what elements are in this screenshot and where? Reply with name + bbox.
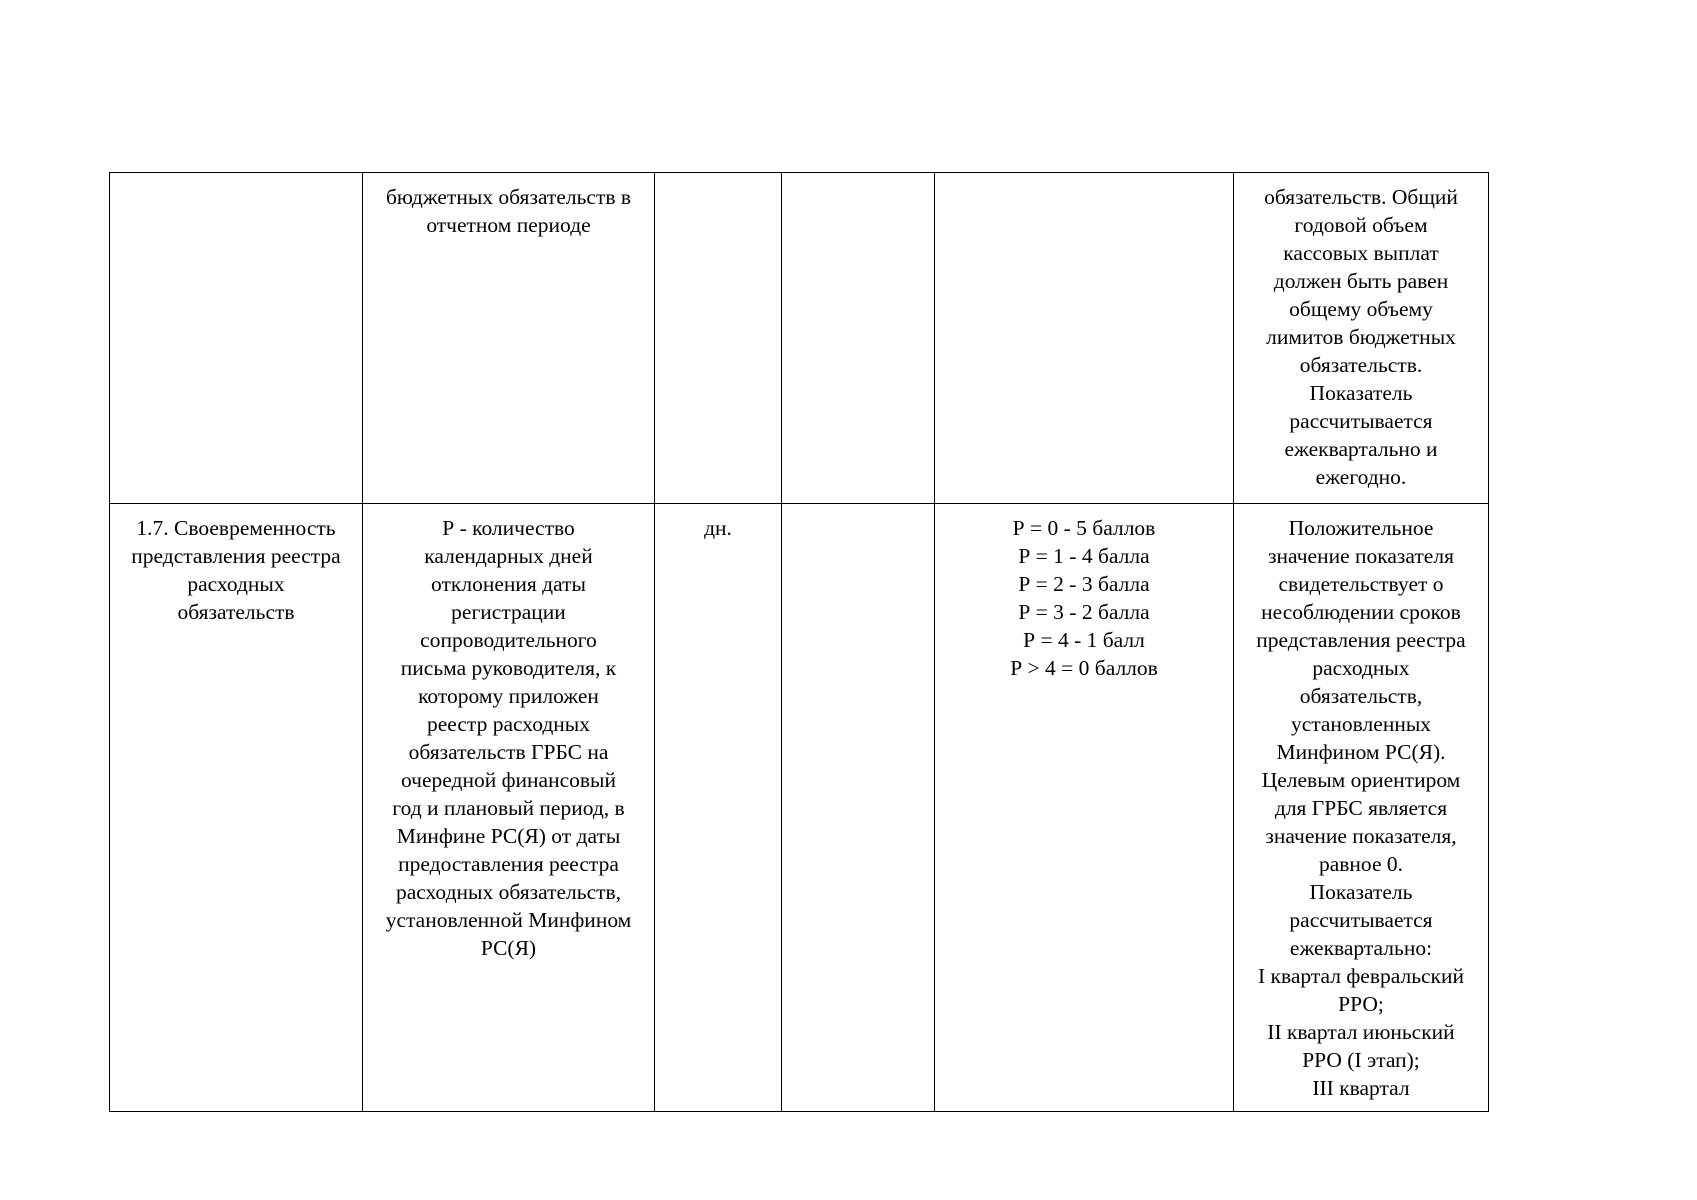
formula-cell <box>363 173 655 504</box>
cell-text-line: письма руководителя, к <box>400 656 617 680</box>
weight-cell <box>782 504 935 1112</box>
cell-text-line: обязательств. <box>1299 353 1423 377</box>
unit-cell <box>655 504 782 1112</box>
cell-text-line: 1.7. Своевременность <box>136 516 336 540</box>
cell-text-line: Показатель <box>1309 381 1413 405</box>
cell-text-line: ежеквартально: <box>1289 936 1433 960</box>
cell-text-line: Целевым ориентиром <box>1261 768 1461 792</box>
cell-text-line: представления реестра <box>131 544 341 568</box>
cell-text-line: Показатель <box>1309 880 1413 904</box>
cell-text-line: РРО; <box>1338 992 1384 1016</box>
indicator-cell <box>110 504 363 1112</box>
cell-text-line: расходных <box>187 572 285 596</box>
cell-text-line: Р - количество <box>442 516 575 540</box>
cell-text-line: ежегодно. <box>1315 465 1407 489</box>
cell-text-line: реестр расходных <box>427 712 590 736</box>
cell-text-line: регистрации <box>451 600 566 624</box>
cell-text-line: Р = 4 - 1 балл <box>1023 628 1145 652</box>
formula-cell <box>363 504 655 1112</box>
cell-text-line: должен быть равен <box>1273 269 1449 293</box>
table-row <box>110 173 1489 504</box>
cell-text-line: Р = 2 - 3 балла <box>1018 572 1150 596</box>
cell-text-line: представления реестра <box>1256 628 1466 652</box>
cell-text-line: Р = 1 - 4 балла <box>1018 544 1150 568</box>
cell-text-line: обязательств ГРБС на <box>408 740 609 764</box>
cell-text-line: III квартал <box>1312 1076 1410 1100</box>
cell-text-line: Р > 4 = 0 баллов <box>1010 656 1158 680</box>
cell-text-line: Р = 3 - 2 балла <box>1018 600 1150 624</box>
cell-text-line: несоблюдении сроков <box>1261 600 1461 624</box>
cell-text-line: годовой объем <box>1294 213 1428 237</box>
cell-text-line: РРО (I этап); <box>1302 1048 1420 1072</box>
cell-text-line: расходных обязательств, <box>395 880 622 904</box>
cell-text-line: рассчитывается <box>1289 409 1433 433</box>
cell-text-line: дн. <box>704 516 732 540</box>
cell-text-line: рассчитывается <box>1289 908 1433 932</box>
weight-cell <box>782 173 935 504</box>
cell-text-line: расходных <box>1312 656 1410 680</box>
cell-text-line: которому приложен <box>418 684 599 708</box>
cell-text-line: очередной финансовый <box>400 768 617 792</box>
cell-text-line: календарных дней <box>424 544 593 568</box>
cell-text-line: РС(Я) <box>480 936 537 960</box>
cell-text-line: I квартал февральский <box>1258 964 1464 988</box>
cell-text-line: Положительное <box>1288 516 1434 540</box>
comment-cell <box>1234 173 1489 504</box>
comment-cell <box>1234 504 1489 1112</box>
cell-text-line: равное 0. <box>1318 852 1403 876</box>
cell-text-line: кассовых выплат <box>1283 241 1439 265</box>
cell-text-line: сопроводительного <box>420 628 597 652</box>
cell-text-line: свидетельствует о <box>1278 572 1444 596</box>
unit-cell <box>655 173 782 504</box>
cell-text-line: Минфином РС(Я). <box>1276 740 1446 764</box>
cell-text-line: Минфине РС(Я) от даты <box>396 824 621 848</box>
cell-text-line: Р = 0 - 5 баллов <box>1012 516 1156 540</box>
cell-text-line: обязательств, <box>1299 684 1423 708</box>
cell-text-line: общему объему <box>1289 297 1433 321</box>
indicator-cell <box>110 173 363 504</box>
cell-text-line: бюджетных обязательств в <box>385 185 632 209</box>
cell-text-line: значение показателя <box>1268 544 1454 568</box>
cell-text-line: предоставления реестра <box>398 852 619 876</box>
cell-text-line: отчетном периоде <box>426 213 591 237</box>
cell-text-line: ежеквартально и <box>1284 437 1438 461</box>
cell-text-line: II квартал июньский <box>1267 1020 1455 1044</box>
cell-text-line: обязательств. Общий <box>1264 185 1458 209</box>
cell-text-line: установленной Минфином <box>385 908 632 932</box>
cell-text-line: год и плановый период, в <box>392 796 625 820</box>
cell-text-line: установленных <box>1290 712 1432 736</box>
cell-text-line: отклонения даты <box>431 572 586 596</box>
cell-text-line: значение показателя, <box>1265 824 1457 848</box>
table-row <box>110 504 1489 1112</box>
indicators-table <box>109 172 1489 1112</box>
scale-cell <box>935 173 1234 504</box>
cell-text-line: обязательств <box>177 600 295 624</box>
cell-text-line: лимитов бюджетных <box>1266 325 1456 349</box>
scale-cell <box>935 504 1234 1112</box>
cell-text-line: для ГРБС является <box>1274 796 1448 820</box>
